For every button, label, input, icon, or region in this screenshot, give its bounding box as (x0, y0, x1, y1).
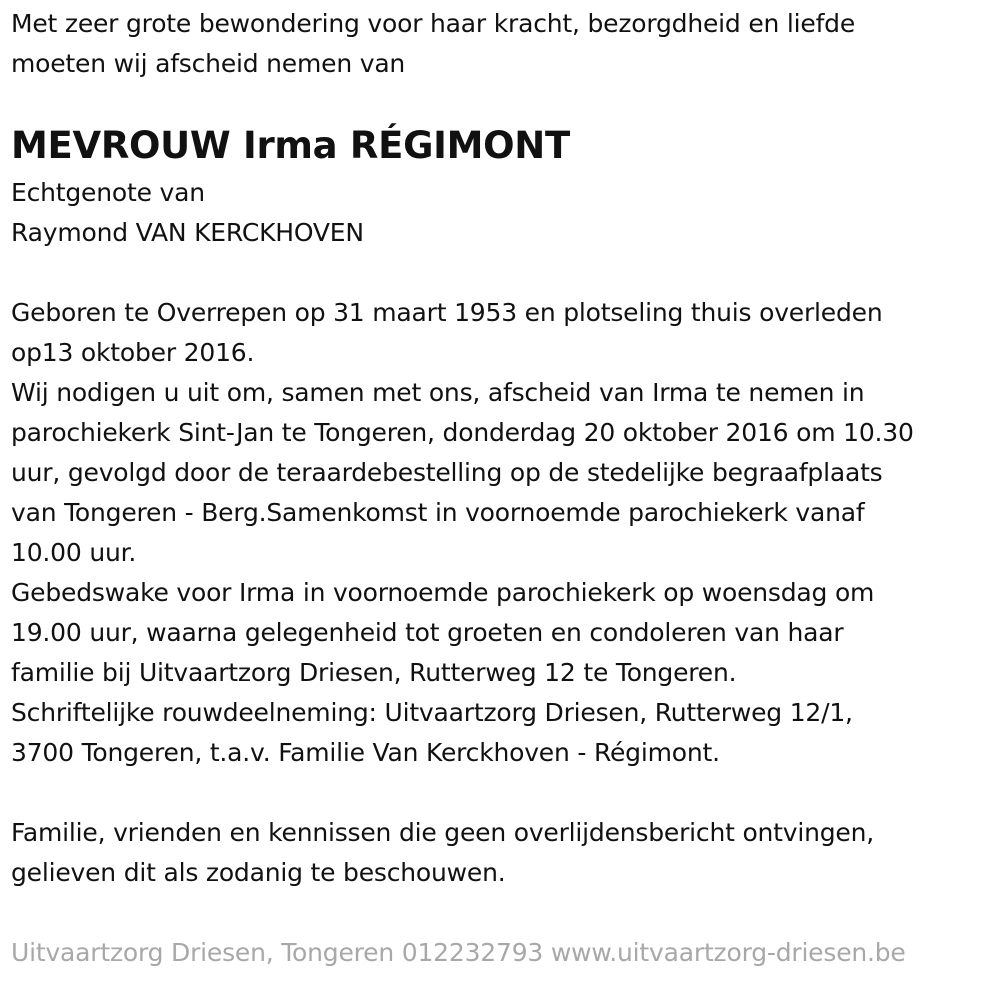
details-line: Wij nodigen u uit om, samen met ons, afscheid van Irma te nemen in (11, 378, 865, 407)
details-paragraph (11, 293, 914, 773)
spouse-label: Echtgenote van (11, 178, 205, 207)
details-line: Geboren te Overrepen op 31 maart 1953 en plotseling thuis overleden (11, 298, 883, 327)
details-line: 19.00 uur, waarna gelegenheid tot groeten en condoleren van haar (11, 618, 844, 647)
spouse-name: Raymond VAN KERCKHOVEN (11, 218, 364, 247)
intro-line: Met zeer grote bewondering voor haar kracht, bezorgdheid en liefde (11, 9, 856, 38)
spouse-block (11, 173, 364, 253)
details-line: uur, gevolgd door de teraardebestelling op de stedelijke begraafplaats (11, 458, 883, 487)
intro-paragraph (11, 4, 855, 84)
details-line: Schriftelijke rouwdeelneming: Uitvaartzorg Driesen, Rutterweg 12/1, (11, 698, 853, 727)
details-line: op13 oktober 2016. (11, 338, 255, 367)
intro-line: moeten wij afscheid nemen van (11, 49, 406, 78)
funeral-home-footer: Uitvaartzorg Driesen, Tongeren 012232793 www.uitvaartzorg-driesen.be (11, 938, 906, 967)
details-line: familie bij Uitvaartzorg Driesen, Rutterweg 12 te Tongeren. (11, 658, 737, 687)
details-line: van Tongeren - Berg.Samenkomst in voornoemde parochiekerk vanaf (11, 498, 865, 527)
deceased-name: MEVROUW Irma RÉGIMONT (11, 124, 570, 167)
details-line: 3700 Tongeren, t.a.v. Familie Van Kerckhoven - Régimont. (11, 738, 720, 767)
details-line: 10.00 uur. (11, 538, 137, 567)
closing-line: gelieven dit als zodanig te beschouwen. (11, 858, 506, 887)
details-line: parochiekerk Sint-Jan te Tongeren, donderdag 20 oktober 2016 om 10.30 (11, 418, 914, 447)
closing-line: Familie, vrienden en kennissen die geen overlijdensbericht ontvingen, (11, 818, 875, 847)
closing-paragraph (11, 813, 874, 893)
details-line: Gebedswake voor Irma in voornoemde parochiekerk op woensdag om (11, 578, 875, 607)
